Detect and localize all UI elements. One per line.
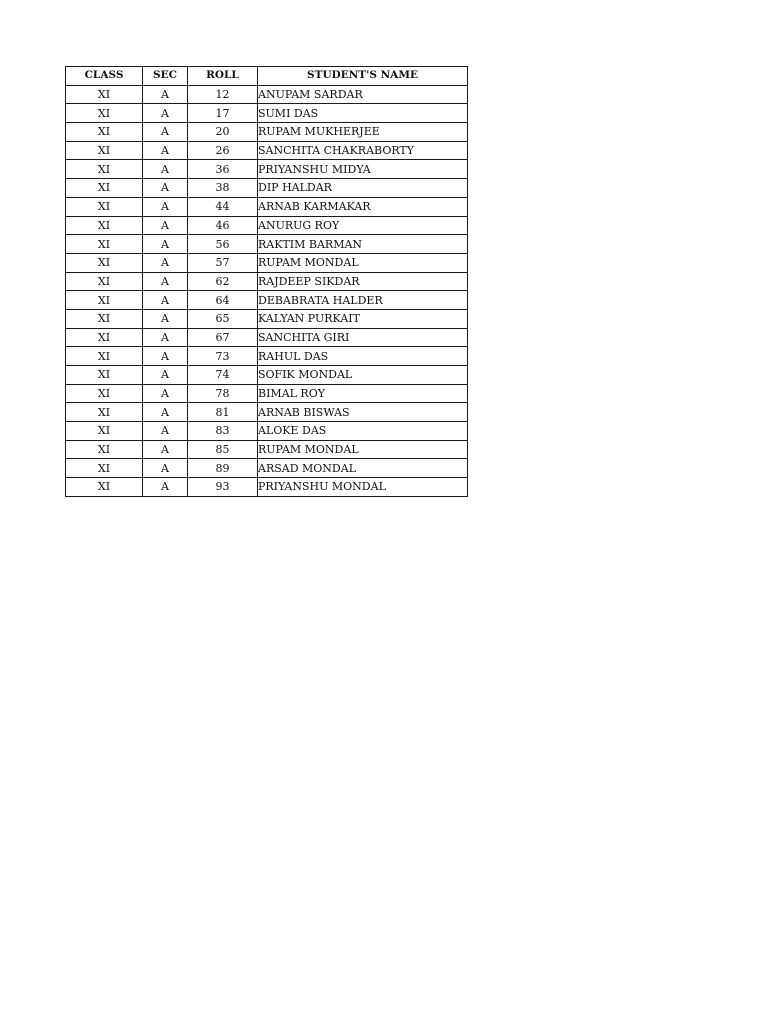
cell-roll: 46 bbox=[188, 216, 258, 235]
cell-roll: 56 bbox=[188, 235, 258, 254]
cell-student-name: RUPAM MUKHERJEE bbox=[258, 123, 468, 142]
cell-student-name: SOFIK MONDAL bbox=[258, 366, 468, 385]
table-row bbox=[66, 366, 468, 385]
cell-roll: 73 bbox=[188, 347, 258, 366]
table-row bbox=[66, 422, 468, 441]
cell-class: XI bbox=[66, 459, 143, 478]
cell-roll: 67 bbox=[188, 328, 258, 347]
table-row bbox=[66, 478, 468, 497]
cell-sec: A bbox=[143, 197, 188, 216]
cell-student-name: SUMI DAS bbox=[258, 104, 468, 123]
cell-roll: 20 bbox=[188, 123, 258, 142]
cell-student-name: RAHUL DAS bbox=[258, 347, 468, 366]
table-row bbox=[66, 347, 468, 366]
cell-roll: 93 bbox=[188, 478, 258, 497]
table-row bbox=[66, 85, 468, 104]
cell-student-name: PRIYANSHU MIDYA bbox=[258, 160, 468, 179]
cell-class: XI bbox=[66, 216, 143, 235]
cell-class: XI bbox=[66, 478, 143, 497]
header-class: CLASS bbox=[66, 67, 143, 86]
table-row bbox=[66, 309, 468, 328]
cell-roll: 78 bbox=[188, 384, 258, 403]
cell-sec: A bbox=[143, 478, 188, 497]
table-row bbox=[66, 104, 468, 123]
table-row bbox=[66, 216, 468, 235]
header-roll: ROLL bbox=[188, 67, 258, 86]
cell-class: XI bbox=[66, 366, 143, 385]
cell-roll: 17 bbox=[188, 104, 258, 123]
cell-sec: A bbox=[143, 422, 188, 441]
cell-roll: 81 bbox=[188, 403, 258, 422]
cell-roll: 57 bbox=[188, 253, 258, 272]
cell-roll: 12 bbox=[188, 85, 258, 104]
table-row bbox=[66, 384, 468, 403]
cell-sec: A bbox=[143, 272, 188, 291]
cell-student-name: ARSAD MONDAL bbox=[258, 459, 468, 478]
cell-student-name: ALOKE DAS bbox=[258, 422, 468, 441]
cell-sec: A bbox=[143, 366, 188, 385]
cell-student-name: RAKTIM BARMAN bbox=[258, 235, 468, 254]
cell-roll: 26 bbox=[188, 141, 258, 160]
cell-student-name: BIMAL ROY bbox=[258, 384, 468, 403]
cell-student-name: SANCHITA GIRI bbox=[258, 328, 468, 347]
table-row bbox=[66, 179, 468, 198]
cell-sec: A bbox=[143, 141, 188, 160]
cell-class: XI bbox=[66, 272, 143, 291]
table-body bbox=[66, 85, 468, 496]
cell-class: XI bbox=[66, 291, 143, 310]
cell-student-name: ARNAB BISWAS bbox=[258, 403, 468, 422]
cell-class: XI bbox=[66, 141, 143, 160]
cell-sec: A bbox=[143, 235, 188, 254]
cell-student-name: PRIYANSHU MONDAL bbox=[258, 478, 468, 497]
cell-student-name: ANUPAM SARDAR bbox=[258, 85, 468, 104]
cell-sec: A bbox=[143, 347, 188, 366]
cell-class: XI bbox=[66, 197, 143, 216]
cell-class: XI bbox=[66, 235, 143, 254]
cell-class: XI bbox=[66, 440, 143, 459]
cell-roll: 64 bbox=[188, 291, 258, 310]
table-row bbox=[66, 328, 468, 347]
cell-student-name: KALYAN PURKAIT bbox=[258, 309, 468, 328]
table-row bbox=[66, 160, 468, 179]
cell-sec: A bbox=[143, 328, 188, 347]
table-row bbox=[66, 272, 468, 291]
cell-sec: A bbox=[143, 309, 188, 328]
cell-class: XI bbox=[66, 123, 143, 142]
cell-class: XI bbox=[66, 85, 143, 104]
cell-sec: A bbox=[143, 253, 188, 272]
cell-student-name: SANCHITA CHAKRABORTY bbox=[258, 141, 468, 160]
cell-sec: A bbox=[143, 104, 188, 123]
cell-class: XI bbox=[66, 253, 143, 272]
cell-roll: 36 bbox=[188, 160, 258, 179]
table-row bbox=[66, 123, 468, 142]
cell-sec: A bbox=[143, 440, 188, 459]
cell-class: XI bbox=[66, 403, 143, 422]
cell-student-name: RAJDEEP SIKDAR bbox=[258, 272, 468, 291]
cell-student-name: ARNAB KARMAKAR bbox=[258, 197, 468, 216]
cell-student-name: DIP HALDAR bbox=[258, 179, 468, 198]
table-row bbox=[66, 253, 468, 272]
table-header-row bbox=[66, 67, 468, 86]
cell-roll: 74 bbox=[188, 366, 258, 385]
header-student-name: STUDENT'S NAME bbox=[258, 67, 468, 86]
cell-sec: A bbox=[143, 291, 188, 310]
cell-student-name: RUPAM MONDAL bbox=[258, 253, 468, 272]
cell-roll: 85 bbox=[188, 440, 258, 459]
cell-sec: A bbox=[143, 179, 188, 198]
cell-roll: 38 bbox=[188, 179, 258, 198]
cell-student-name: DEBABRATA HALDER bbox=[258, 291, 468, 310]
cell-class: XI bbox=[66, 309, 143, 328]
cell-class: XI bbox=[66, 384, 143, 403]
cell-sec: A bbox=[143, 123, 188, 142]
cell-roll: 83 bbox=[188, 422, 258, 441]
header-sec: SEC bbox=[143, 67, 188, 86]
cell-roll: 89 bbox=[188, 459, 258, 478]
cell-class: XI bbox=[66, 328, 143, 347]
cell-class: XI bbox=[66, 160, 143, 179]
table-row bbox=[66, 459, 468, 478]
cell-roll: 62 bbox=[188, 272, 258, 291]
cell-class: XI bbox=[66, 179, 143, 198]
cell-class: XI bbox=[66, 347, 143, 366]
student-list-sheet bbox=[65, 66, 468, 497]
cell-sec: A bbox=[143, 384, 188, 403]
cell-class: XI bbox=[66, 422, 143, 441]
cell-class: XI bbox=[66, 104, 143, 123]
table-row bbox=[66, 440, 468, 459]
cell-sec: A bbox=[143, 216, 188, 235]
cell-sec: A bbox=[143, 160, 188, 179]
table-row bbox=[66, 403, 468, 422]
cell-student-name: RUPAM MONDAL bbox=[258, 440, 468, 459]
cell-sec: A bbox=[143, 403, 188, 422]
student-roster-table bbox=[65, 66, 468, 497]
cell-roll: 65 bbox=[188, 309, 258, 328]
table-row bbox=[66, 197, 468, 216]
table-row bbox=[66, 141, 468, 160]
table-row bbox=[66, 291, 468, 310]
cell-sec: A bbox=[143, 85, 188, 104]
cell-student-name: ANURUG ROY bbox=[258, 216, 468, 235]
table-row bbox=[66, 235, 468, 254]
cell-sec: A bbox=[143, 459, 188, 478]
cell-roll: 44 bbox=[188, 197, 258, 216]
